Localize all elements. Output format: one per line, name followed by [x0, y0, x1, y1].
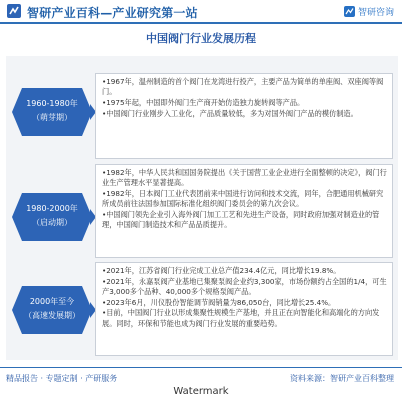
stage-2-events — [95, 164, 393, 258]
event-item: •1982年，日本阀门工业代表团前来中国进行访问和技术交流，同年，合肥通用机械研究所成员前往法国参加国际标准化组织阀门委员会的第九次会议。 — [102, 188, 384, 209]
event-item: •中国阀门领先企业引入海外阀门加工工艺和先进生产设备，同时政府加强对制造业的管理，中国阀门制造技术和产品品质提升。 — [102, 209, 380, 230]
data-source: 资料来源：智研产业百科整理 — [290, 374, 394, 383]
brand-name: 智研咨询 — [357, 8, 394, 18]
chart-title: 中国阀门行业发展历程 — [146, 32, 256, 45]
event-item: •1967年，温州制造的首个阀门在龙湾进行投产，主要产品为简单的单座阀、双座阀等阀门。 — [102, 77, 384, 97]
stage-1-phase: （萌芽期） — [32, 113, 72, 122]
footer-divider — [0, 367, 402, 368]
event-item: •目前，中国阀门行业以形成集聚性规模生产基地，并且正在向智能化和高端化的方向发展。同时，环保和节能也成为阀门行业发展的重要趋势。 — [102, 308, 380, 328]
site-title: 智研产业百科—产业研究第一站 — [27, 6, 198, 20]
stage-2-period: 1980-2000年 — [26, 204, 78, 213]
stage-3-period: 2000年至今 — [29, 297, 75, 306]
stage-1-period: 1960-1980年 — [26, 99, 78, 108]
event-item: •2021年，江苏省阀门行业完成工业总产值234.4亿元，同比增长19.8%。 — [102, 266, 341, 275]
stage-3-events — [95, 262, 393, 356]
event-item: •2023年6月，川仪股份智能调节阀销量为86,050台，同比增长25.4%。 — [102, 297, 336, 307]
footer-slogan: 精品报告 · 专题定制 · 产研服务 — [6, 374, 118, 383]
brand-icon — [344, 6, 355, 17]
stage-3-phase: （高速发展期） — [24, 311, 80, 320]
watermark: Watermark — [173, 386, 229, 397]
event-item: •2021年，永嘉泵阀产业基地已集聚泵阀企业约3,300家，市场份额约占全国的1/4，可生产3,000多个品种、40,000多个规格泵阀产品。 — [102, 276, 387, 296]
brand-logo — [344, 5, 394, 18]
event-item: •1982年，中华人民共和国国务院提出《关于国营工业企业进行全面整顿的决定》，阀门行业生产管理水平显著提高。 — [102, 168, 387, 188]
event-item: •1975年起，中国即外阀门生产商开始仿造独力旋转阀等产品。 — [102, 97, 305, 107]
logo-icon — [6, 3, 22, 19]
stage-2-phase: （启动期） — [32, 218, 72, 227]
header-divider — [0, 22, 402, 24]
event-item: •中国阀门行业刚步入工业化，产品质量较低，多为对国外阀门产品的模仿制造。 — [102, 108, 358, 118]
stage-1-events — [95, 73, 393, 159]
header-bar — [0, 0, 402, 24]
